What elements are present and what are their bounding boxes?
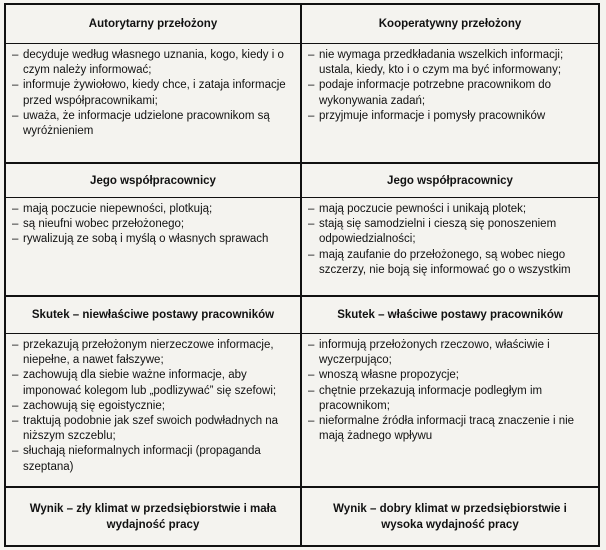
list-item: – zachowują się egoistycznie; — [12, 399, 294, 414]
proper-attitudes-list — [302, 334, 598, 486]
result-bad-climate: Wynik – zły klimat w przedsiębiorstwie i mała wydajność pracy — [29, 502, 277, 531]
list-item: – decyduje według własnego uznania, kogo, kiedy i o czym należy informować; — [12, 48, 294, 78]
list-item: – nie wymaga przedkładania wszelkich informacji; ustala, kiedy, kto i o czym ma być informowany; — [308, 48, 592, 78]
cooperative-coworkers-list — [302, 198, 598, 295]
header-authoritarian-superior: Autorytarny przełożony — [88, 18, 218, 30]
header-authoritarian-coworkers: Jego współpracownicy — [90, 174, 216, 187]
header-proper-attitudes: Skutek – właściwe postawy pracowników — [337, 309, 563, 321]
list-item: – nieformalne źródła informacji tracą znaczenie i nie mają żadnego wpływu — [308, 414, 592, 444]
result-good-climate: Wynik – dobry klimat w przedsiębiorstwie i wysoka wydajność pracy — [333, 502, 567, 531]
list-item: – uważa, że informacje udzielone pracownikom są wyróżnieniem — [12, 109, 294, 139]
list-item: – przekazują przełożonym nierzeczowe informacje, niepełne, a nawet fałszywe; — [12, 338, 294, 368]
list-item: – informuje żywiołowo, kiedy chce, i zataja informacje przed współpracownikami; — [12, 78, 294, 108]
authoritarian-coworkers-list — [6, 198, 300, 295]
list-item: – są nieufni wobec przełożonego; — [12, 217, 294, 232]
list-item: – stają się samodzielni i cieszą się ponoszeniem odpowiedzialności; — [308, 217, 592, 247]
improper-attitudes-list — [6, 334, 300, 486]
list-item: – rywalizują ze sobą i myślą o własnych sprawach — [12, 232, 294, 247]
list-item: – podaje informacje potrzebne pracownikom do wykonywania zadań; — [308, 78, 592, 108]
list-item: – zachowują dla siebie ważne informacje, aby imponować kolegom lub „podlizywać” się szefowi; — [12, 368, 294, 398]
list-item: – chętnie przekazują informacje podległym im pracownikom; — [308, 384, 592, 414]
list-item: – traktują podobnie jak szef swoich podwładnych na niższym szczeblu; — [12, 414, 294, 444]
list-item: – informują przełożonych rzeczowo, właściwie i wyczerpująco; — [308, 338, 592, 368]
list-item: – wnoszą własne propozycje; — [308, 368, 592, 383]
header-cooperative-coworkers: Jego współpracownicy — [387, 174, 513, 187]
list-item: – mają poczucie niepewności, plotkują; — [12, 202, 294, 217]
header-improper-attitudes: Skutek – niewłaściwe postawy pracowników — [31, 309, 275, 321]
comparison-table — [4, 3, 600, 547]
authoritarian-superior-list — [6, 44, 300, 162]
list-item: – mają poczucie pewności i unikają plotek; — [308, 202, 592, 217]
list-item: – mają zaufanie do przełożonego, są wobec niego szczerzy, nie boją się informować go o wszystkim — [308, 248, 592, 278]
list-item: – przyjmuje informacje i pomysły pracowników — [308, 109, 592, 124]
cooperative-superior-list — [302, 44, 598, 162]
list-item: – słuchają nieformalnych informacji (propaganda szeptana) — [12, 444, 294, 474]
header-cooperative-superior: Kooperatywny przełożony — [378, 18, 522, 30]
